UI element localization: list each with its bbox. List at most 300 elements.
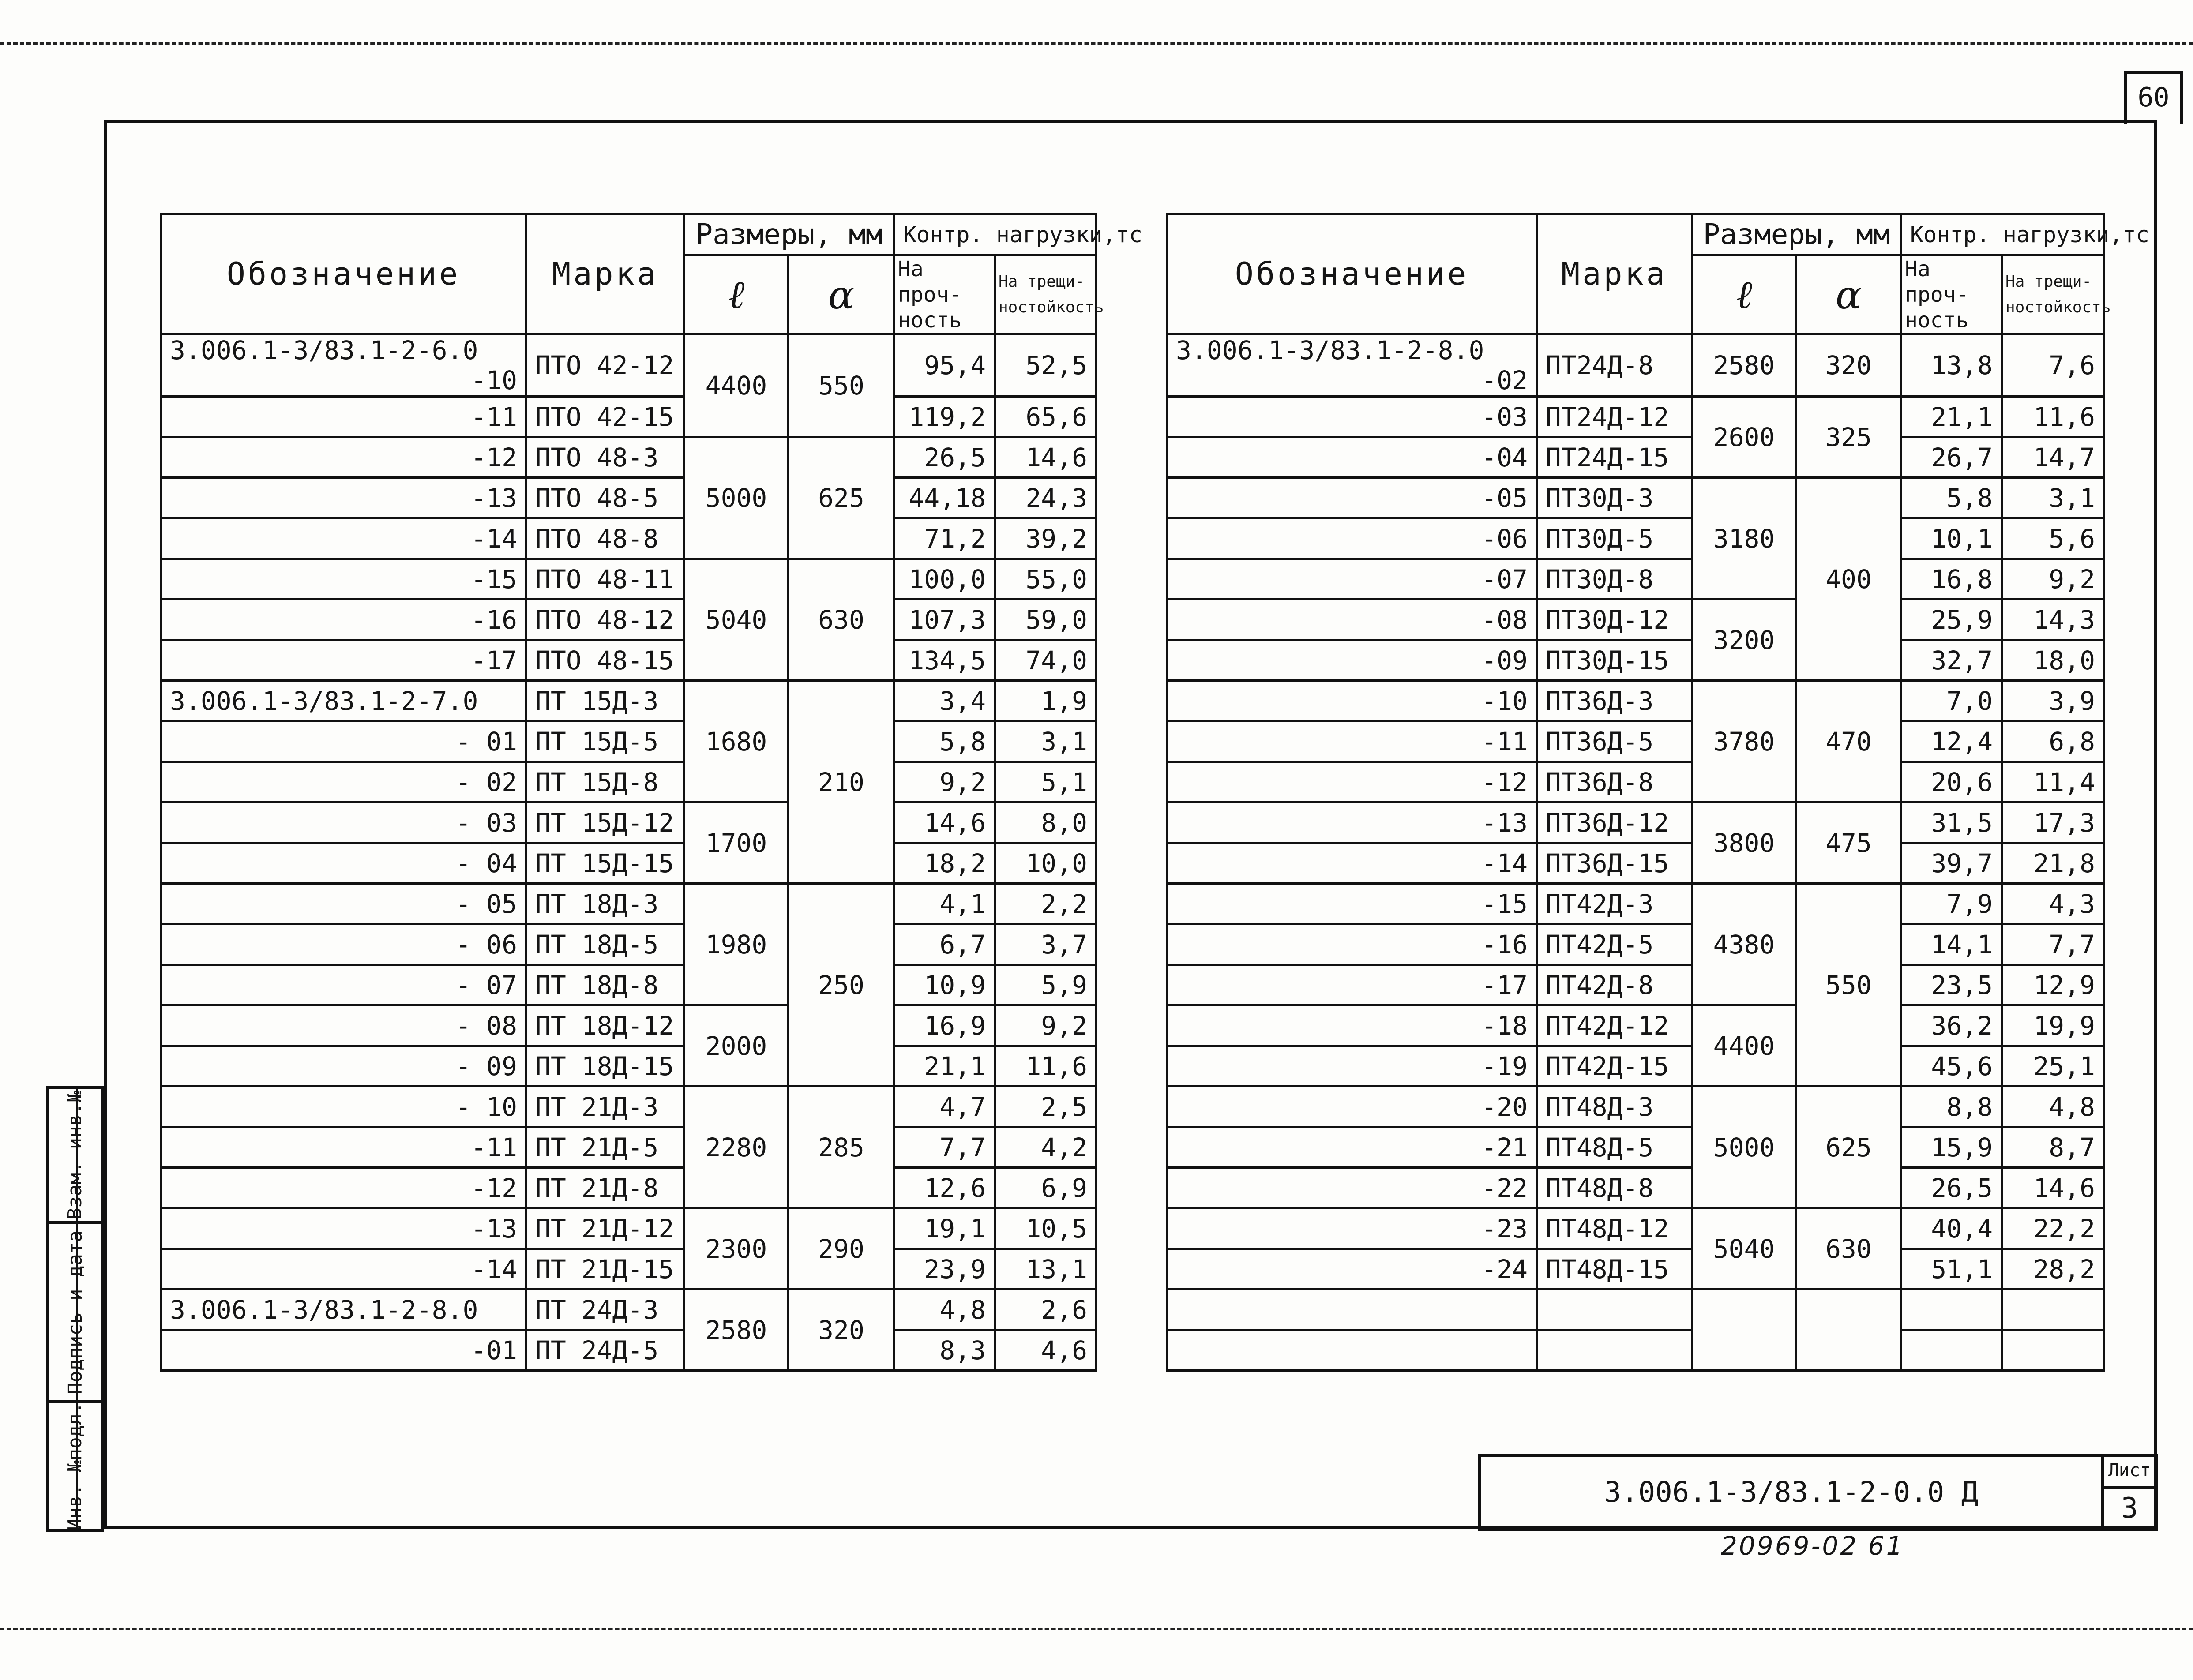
strength-load-cell: 8,3 bbox=[894, 1330, 995, 1371]
a-dimension-cell: 475 bbox=[1796, 802, 1901, 884]
designation-cell bbox=[161, 334, 526, 397]
designation-suffix: -13 bbox=[471, 483, 517, 513]
mark-header: Марка bbox=[526, 214, 684, 334]
mark-header: Марка bbox=[1537, 214, 1692, 334]
strength-load-cell: 32,7 bbox=[1901, 640, 2002, 681]
strength-header: На проч-ность bbox=[894, 255, 995, 334]
crack-load-cell: 59,0 bbox=[995, 600, 1096, 640]
strength-load-cell: 18,2 bbox=[894, 843, 995, 884]
table-row bbox=[161, 965, 1096, 1005]
crack-load-cell: 25,1 bbox=[2002, 1046, 2104, 1087]
mark-cell: ПТО 48-5 bbox=[526, 478, 684, 518]
designation-suffix: -20 bbox=[1481, 1091, 1528, 1122]
designation-cell bbox=[161, 843, 526, 884]
designation-cell bbox=[161, 681, 526, 721]
side-stamp bbox=[46, 1086, 104, 1532]
a-dimension-cell: 625 bbox=[1796, 1087, 1901, 1208]
mark-cell: ПТ30Д-15 bbox=[1537, 640, 1692, 681]
crack-load-cell: 39,2 bbox=[995, 518, 1096, 559]
table-row bbox=[1167, 1290, 2104, 1330]
mark-cell: ПТ48Д-5 bbox=[1537, 1127, 1692, 1168]
designation-cell bbox=[1167, 559, 1537, 600]
table-row bbox=[161, 1249, 1096, 1290]
table-row bbox=[1167, 518, 2104, 559]
loads-header: Контр. нагрузки,тс bbox=[894, 214, 1096, 255]
designation-suffix: - 06 bbox=[455, 929, 517, 960]
length-cell: 3200 bbox=[1692, 600, 1796, 681]
designation-suffix: - 08 bbox=[455, 1010, 517, 1041]
mark-cell: ПТ 15Д-12 bbox=[526, 802, 684, 843]
mark-cell: ПТ24Д-12 bbox=[1537, 397, 1692, 437]
designation-suffix: -10 bbox=[1481, 686, 1528, 716]
sign-date-label: Подпись и дата bbox=[64, 1230, 86, 1394]
mark-cell: ПТ42Д-3 bbox=[1537, 884, 1692, 924]
a-dimension-cell: 550 bbox=[1796, 884, 1901, 1087]
strength-load-cell: 21,1 bbox=[894, 1046, 995, 1087]
designation-suffix: - 02 bbox=[455, 767, 517, 797]
designation-suffix: -16 bbox=[1481, 929, 1528, 960]
designation-suffix: -03 bbox=[1481, 401, 1528, 432]
table-row bbox=[1167, 1005, 2104, 1046]
table-row bbox=[161, 1046, 1096, 1087]
designation-code: 3.006.1-3/83.1-2-8.0 bbox=[1176, 335, 1484, 365]
crack-load-cell: 14,6 bbox=[2002, 1168, 2104, 1208]
mark-cell: ПТ 15Д-3 bbox=[526, 681, 684, 721]
designation-suffix: -22 bbox=[1481, 1173, 1528, 1203]
strength-load-cell: 25,9 bbox=[1901, 600, 2002, 640]
crack-load-cell: 12,9 bbox=[2002, 965, 2104, 1005]
designation-cell bbox=[1167, 1005, 1537, 1046]
crack-load-cell: 14,3 bbox=[2002, 600, 2104, 640]
table-row bbox=[161, 762, 1096, 802]
mark-cell bbox=[1537, 1330, 1692, 1371]
designation-suffix: -17 bbox=[1481, 970, 1528, 1000]
mark-cell: ПТ48Д-3 bbox=[1537, 1087, 1692, 1127]
a-dimension-cell: 630 bbox=[1796, 1208, 1901, 1290]
mark-cell: ПТ24Д-15 bbox=[1537, 437, 1692, 478]
designation-cell bbox=[161, 762, 526, 802]
a-dimension-cell bbox=[1796, 1290, 1901, 1371]
table-row bbox=[1167, 965, 2104, 1005]
designation-suffix: -13 bbox=[471, 1213, 517, 1244]
strength-load-cell: 45,6 bbox=[1901, 1046, 2002, 1087]
strength-load-cell: 6,7 bbox=[894, 924, 995, 965]
mark-cell: ПТ30Д-3 bbox=[1537, 478, 1692, 518]
crack-load-cell: 3,1 bbox=[995, 721, 1096, 762]
table-row bbox=[161, 884, 1096, 924]
mark-cell: ПТ24Д-8 bbox=[1537, 334, 1692, 397]
crack-load-cell: 18,0 bbox=[2002, 640, 2104, 681]
inv-podl-label: Инв. №подл. bbox=[64, 1402, 86, 1530]
loads-header: Контр. нагрузки,тс bbox=[1901, 214, 2104, 255]
crack-load-cell: 5,9 bbox=[995, 965, 1096, 1005]
mark-cell: ПТ 21Д-12 bbox=[526, 1208, 684, 1249]
designation-suffix: -21 bbox=[1481, 1132, 1528, 1162]
designation-cell bbox=[161, 965, 526, 1005]
length-cell: 1700 bbox=[684, 802, 789, 884]
strength-load-cell: 16,8 bbox=[1901, 559, 2002, 600]
strength-load-cell: 31,5 bbox=[1901, 802, 2002, 843]
designation-cell bbox=[161, 397, 526, 437]
bottom-dashed-line bbox=[0, 1628, 2193, 1630]
length-cell: 3180 bbox=[1692, 478, 1796, 600]
crack-load-cell: 13,1 bbox=[995, 1249, 1096, 1290]
crack-load-cell: 9,2 bbox=[995, 1005, 1096, 1046]
designation-cell bbox=[1167, 924, 1537, 965]
designation-suffix: -18 bbox=[1481, 1010, 1528, 1041]
designation-suffix: -08 bbox=[1481, 604, 1528, 635]
crack-load-cell: 11,4 bbox=[2002, 762, 2104, 802]
mark-cell: ПТ48Д-12 bbox=[1537, 1208, 1692, 1249]
designation-suffix: -15 bbox=[471, 564, 517, 594]
table-row bbox=[1167, 1249, 2104, 1290]
strength-load-cell: 9,2 bbox=[894, 762, 995, 802]
crack-load-cell: 24,3 bbox=[995, 478, 1096, 518]
strength-load-cell: 119,2 bbox=[894, 397, 995, 437]
strength-load-cell: 15,9 bbox=[1901, 1127, 2002, 1168]
length-cell: 4400 bbox=[684, 334, 789, 437]
designation-cell bbox=[1167, 437, 1537, 478]
length-cell: 2600 bbox=[1692, 397, 1796, 478]
mark-cell: ПТ 15Д-5 bbox=[526, 721, 684, 762]
mark-cell: ПТ42Д-15 bbox=[1537, 1046, 1692, 1087]
table-row bbox=[1167, 559, 2104, 600]
designation-header: Обозначение bbox=[161, 214, 526, 334]
designation-cell bbox=[161, 1046, 526, 1087]
crack-load-cell: 5,1 bbox=[995, 762, 1096, 802]
designation-cell bbox=[1167, 1249, 1537, 1290]
designation-cell bbox=[161, 924, 526, 965]
designation-suffix: -14 bbox=[471, 1254, 517, 1284]
designation-cell bbox=[1167, 721, 1537, 762]
table-row bbox=[161, 1127, 1096, 1168]
mark-cell: ПТО 48-12 bbox=[526, 600, 684, 640]
table-row bbox=[1167, 762, 2104, 802]
table-row bbox=[161, 478, 1096, 518]
length-cell: 5040 bbox=[684, 559, 789, 681]
designation-suffix: -17 bbox=[471, 645, 517, 675]
table-row bbox=[1167, 843, 2104, 884]
designation-suffix: - 10 bbox=[455, 1091, 517, 1122]
strength-load-cell: 4,8 bbox=[894, 1290, 995, 1330]
length-cell: 4400 bbox=[1692, 1005, 1796, 1087]
strength-load-cell: 26,5 bbox=[1901, 1168, 2002, 1208]
mark-cell bbox=[1537, 1290, 1692, 1330]
mark-cell: ПТ 18Д-12 bbox=[526, 1005, 684, 1046]
mark-cell: ПТ 18Д-5 bbox=[526, 924, 684, 965]
designation-cell bbox=[1167, 843, 1537, 884]
table-row bbox=[161, 681, 1096, 721]
table-row bbox=[161, 600, 1096, 640]
crack-load-cell: 19,9 bbox=[2002, 1005, 2104, 1046]
designation-suffix: -01 bbox=[471, 1335, 517, 1365]
mark-cell: ПТ42Д-12 bbox=[1537, 1005, 1692, 1046]
a-dimension-cell: 470 bbox=[1796, 681, 1901, 802]
crack-header: На трещи-ностойкость bbox=[995, 255, 1096, 334]
strength-load-cell bbox=[1901, 1290, 2002, 1330]
designation-suffix: - 09 bbox=[455, 1051, 517, 1081]
table-row bbox=[1167, 437, 2104, 478]
strength-load-cell: 4,7 bbox=[894, 1087, 995, 1127]
crack-load-cell: 14,7 bbox=[2002, 437, 2104, 478]
mark-cell: ПТО 48-11 bbox=[526, 559, 684, 600]
designation-suffix: -23 bbox=[1481, 1213, 1528, 1244]
length-cell: 2280 bbox=[684, 1087, 789, 1208]
designation-cell bbox=[1167, 1127, 1537, 1168]
designation-header: Обозначение bbox=[1167, 214, 1537, 334]
strength-load-cell: 36,2 bbox=[1901, 1005, 2002, 1046]
designation-cell bbox=[161, 884, 526, 924]
designation-suffix: -04 bbox=[1481, 442, 1528, 472]
table-row bbox=[161, 802, 1096, 843]
sheet-number: 3 bbox=[2121, 1492, 2138, 1525]
mark-cell: ПТ48Д-8 bbox=[1537, 1168, 1692, 1208]
strength-load-cell: 16,9 bbox=[894, 1005, 995, 1046]
designation-suffix: -11 bbox=[471, 1132, 517, 1162]
designation-cell bbox=[1167, 1330, 1537, 1371]
table-row bbox=[1167, 802, 2104, 843]
strength-header: На проч-ность bbox=[1901, 255, 2002, 334]
strength-load-cell: 12,6 bbox=[894, 1168, 995, 1208]
designation-suffix: -15 bbox=[1481, 889, 1528, 919]
table-row bbox=[161, 1208, 1096, 1249]
designation-suffix: - 07 bbox=[455, 970, 517, 1000]
crack-load-cell: 4,8 bbox=[2002, 1087, 2104, 1127]
table-row bbox=[161, 1087, 1096, 1127]
mark-cell: ПТ36Д-8 bbox=[1537, 762, 1692, 802]
length-cell: 2580 bbox=[1692, 334, 1796, 397]
strength-load-cell: 40,4 bbox=[1901, 1208, 2002, 1249]
mark-cell: ПТ48Д-15 bbox=[1537, 1249, 1692, 1290]
designation-cell bbox=[1167, 884, 1537, 924]
table-row bbox=[161, 1168, 1096, 1208]
strength-load-cell: 21,1 bbox=[1901, 397, 2002, 437]
length-cell: 5040 bbox=[1692, 1208, 1796, 1290]
title-stamp bbox=[1478, 1454, 2158, 1531]
designation-cell bbox=[161, 1127, 526, 1168]
table-row bbox=[161, 1290, 1096, 1330]
table-row bbox=[1167, 1330, 2104, 1371]
designation-cell bbox=[1167, 1046, 1537, 1087]
a-header: α bbox=[789, 255, 894, 334]
designation-cell bbox=[161, 1005, 526, 1046]
strength-load-cell: 20,6 bbox=[1901, 762, 2002, 802]
mark-cell: ПТ30Д-5 bbox=[1537, 518, 1692, 559]
designation-cell bbox=[161, 559, 526, 600]
designation-suffix: -19 bbox=[1481, 1051, 1528, 1081]
vzam-inv-label: Взам. инв.№ bbox=[64, 1091, 86, 1219]
strength-load-cell: 14,1 bbox=[1901, 924, 2002, 965]
mark-cell: ПТ 21Д-15 bbox=[526, 1249, 684, 1290]
table-row bbox=[161, 334, 1096, 397]
a-dimension-cell: 210 bbox=[789, 681, 894, 884]
crack-load-cell: 21,8 bbox=[2002, 843, 2104, 884]
sheet-label: Лист bbox=[2104, 1457, 2155, 1489]
l-header: ℓ bbox=[1692, 255, 1796, 334]
crack-load-cell: 11,6 bbox=[995, 1046, 1096, 1087]
designation-cell bbox=[1167, 681, 1537, 721]
table-row bbox=[161, 924, 1096, 965]
drawing-code: 3.006.1-3/83.1-2-0.0 Д bbox=[1604, 1476, 1979, 1509]
designation-cell bbox=[161, 600, 526, 640]
crack-load-cell: 52,5 bbox=[995, 334, 1096, 397]
mark-cell: ПТ 18Д-8 bbox=[526, 965, 684, 1005]
table-row bbox=[1167, 681, 2104, 721]
crack-load-cell: 14,6 bbox=[995, 437, 1096, 478]
designation-cell bbox=[1167, 802, 1537, 843]
mark-cell: ПТ 21Д-8 bbox=[526, 1168, 684, 1208]
mark-cell: ПТ36Д-3 bbox=[1537, 681, 1692, 721]
length-cell: 3800 bbox=[1692, 802, 1796, 884]
strength-load-cell: 26,5 bbox=[894, 437, 995, 478]
length-cell: 2000 bbox=[684, 1005, 789, 1087]
table-row bbox=[161, 518, 1096, 559]
designation-cell bbox=[1167, 518, 1537, 559]
footer-number: 20969-02 61 bbox=[1721, 1531, 1904, 1561]
mark-cell: ПТО 42-12 bbox=[526, 334, 684, 397]
crack-load-cell: 65,6 bbox=[995, 397, 1096, 437]
designation-suffix: - 04 bbox=[455, 848, 517, 878]
designation-cell bbox=[1167, 640, 1537, 681]
length-cell: 2580 bbox=[684, 1290, 789, 1371]
strength-load-cell: 23,9 bbox=[894, 1249, 995, 1290]
designation-cell bbox=[161, 1168, 526, 1208]
designation-cell bbox=[1167, 1208, 1537, 1249]
strength-load-cell: 3,4 bbox=[894, 681, 995, 721]
strength-load-cell: 100,0 bbox=[894, 559, 995, 600]
length-cell: 5000 bbox=[1692, 1087, 1796, 1208]
strength-load-cell: 10,9 bbox=[894, 965, 995, 1005]
mark-cell: ПТ36Д-15 bbox=[1537, 843, 1692, 884]
a-dimension-cell: 625 bbox=[789, 437, 894, 559]
table-row bbox=[161, 1005, 1096, 1046]
table-row bbox=[1167, 334, 2104, 397]
crack-load-cell: 28,2 bbox=[2002, 1249, 2104, 1290]
crack-load-cell: 17,3 bbox=[2002, 802, 2104, 843]
crack-load-cell: 6,8 bbox=[2002, 721, 2104, 762]
designation-cell bbox=[161, 1208, 526, 1249]
page-number: 60 bbox=[2124, 71, 2183, 124]
strength-load-cell: 44,18 bbox=[894, 478, 995, 518]
designation-cell bbox=[161, 1249, 526, 1290]
table-row bbox=[1167, 600, 2104, 640]
mark-cell: ПТ42Д-5 bbox=[1537, 924, 1692, 965]
designation-suffix: -24 bbox=[1481, 1254, 1528, 1284]
strength-load-cell bbox=[1901, 1330, 2002, 1371]
strength-load-cell: 26,7 bbox=[1901, 437, 2002, 478]
strength-load-cell: 95,4 bbox=[894, 334, 995, 397]
table-row bbox=[1167, 1168, 2104, 1208]
crack-load-cell: 7,6 bbox=[2002, 334, 2104, 397]
strength-load-cell: 107,3 bbox=[894, 600, 995, 640]
mark-cell: ПТ 18Д-3 bbox=[526, 884, 684, 924]
designation-suffix: -14 bbox=[1481, 848, 1528, 878]
strength-load-cell: 5,8 bbox=[1901, 478, 2002, 518]
sheet-cell bbox=[2101, 1457, 2155, 1528]
designation-cell bbox=[161, 1087, 526, 1127]
strength-load-cell: 39,7 bbox=[1901, 843, 2002, 884]
strength-load-cell: 7,7 bbox=[894, 1127, 995, 1168]
crack-load-cell: 4,2 bbox=[995, 1127, 1096, 1168]
designation-cell bbox=[1167, 600, 1537, 640]
designation-suffix: -14 bbox=[471, 523, 517, 554]
mark-cell: ПТ 21Д-3 bbox=[526, 1087, 684, 1127]
l-header: ℓ bbox=[684, 255, 789, 334]
crack-load-cell: 3,7 bbox=[995, 924, 1096, 965]
crack-load-cell: 2,2 bbox=[995, 884, 1096, 924]
designation-suffix: -10 bbox=[471, 365, 517, 395]
mark-cell: ПТ 18Д-15 bbox=[526, 1046, 684, 1087]
mark-cell: ПТО 48-3 bbox=[526, 437, 684, 478]
a-dimension-cell: 550 bbox=[789, 334, 894, 437]
designation-code: 3.006.1-3/83.1-2-8.0 bbox=[170, 1294, 478, 1325]
designation-cell bbox=[161, 721, 526, 762]
mark-cell: ПТ36Д-5 bbox=[1537, 721, 1692, 762]
table-row bbox=[161, 843, 1096, 884]
designation-cell bbox=[161, 478, 526, 518]
designation-suffix: -09 bbox=[1481, 645, 1528, 675]
designation-suffix: -12 bbox=[471, 1173, 517, 1203]
crack-load-cell: 8,0 bbox=[995, 802, 1096, 843]
strength-load-cell: 10,1 bbox=[1901, 518, 2002, 559]
length-cell bbox=[1692, 1290, 1796, 1371]
a-dimension-cell: 285 bbox=[789, 1087, 894, 1208]
strength-load-cell: 4,1 bbox=[894, 884, 995, 924]
designation-cell bbox=[1167, 478, 1537, 518]
crack-load-cell: 3,9 bbox=[2002, 681, 2104, 721]
mark-cell: ПТ 24Д-3 bbox=[526, 1290, 684, 1330]
designation-cell bbox=[1167, 397, 1537, 437]
designation-suffix: -12 bbox=[1481, 767, 1528, 797]
designation-cell bbox=[161, 640, 526, 681]
top-dashed-line bbox=[0, 42, 2193, 45]
crack-load-cell bbox=[2002, 1330, 2104, 1371]
strength-load-cell: 23,5 bbox=[1901, 965, 2002, 1005]
crack-load-cell: 11,6 bbox=[2002, 397, 2104, 437]
designation-code: 3.006.1-3/83.1-2-6.0 bbox=[170, 335, 478, 365]
designation-suffix: -02 bbox=[1481, 365, 1528, 395]
designation-cell bbox=[1167, 1087, 1537, 1127]
crack-load-cell: 22,2 bbox=[2002, 1208, 2104, 1249]
table-row bbox=[1167, 721, 2104, 762]
designation-suffix: -05 bbox=[1481, 483, 1528, 513]
table-row bbox=[1167, 1127, 2104, 1168]
sizes-header: Размеры, мм bbox=[1692, 214, 1901, 255]
table-row bbox=[1167, 884, 2104, 924]
strength-load-cell: 71,2 bbox=[894, 518, 995, 559]
designation-suffix: -11 bbox=[471, 401, 517, 432]
mark-cell: ПТО 48-8 bbox=[526, 518, 684, 559]
mark-cell: ПТ 21Д-5 bbox=[526, 1127, 684, 1168]
strength-load-cell: 14,6 bbox=[894, 802, 995, 843]
length-cell: 4380 bbox=[1692, 884, 1796, 1005]
designation-cell bbox=[161, 802, 526, 843]
strength-load-cell: 12,4 bbox=[1901, 721, 2002, 762]
left-spec-table bbox=[160, 213, 1142, 1372]
strength-load-cell: 7,9 bbox=[1901, 884, 2002, 924]
designation-suffix: -12 bbox=[471, 442, 517, 472]
strength-load-cell: 8,8 bbox=[1901, 1087, 2002, 1127]
designation-suffix: -06 bbox=[1481, 523, 1528, 554]
mark-cell: ПТ30Д-12 bbox=[1537, 600, 1692, 640]
designation-cell bbox=[161, 1290, 526, 1330]
crack-load-cell: 10,5 bbox=[995, 1208, 1096, 1249]
length-cell: 1980 bbox=[684, 884, 789, 1005]
mark-cell: ПТ30Д-8 bbox=[1537, 559, 1692, 600]
crack-load-cell: 74,0 bbox=[995, 640, 1096, 681]
strength-load-cell: 13,8 bbox=[1901, 334, 2002, 397]
designation-suffix: -07 bbox=[1481, 564, 1528, 594]
